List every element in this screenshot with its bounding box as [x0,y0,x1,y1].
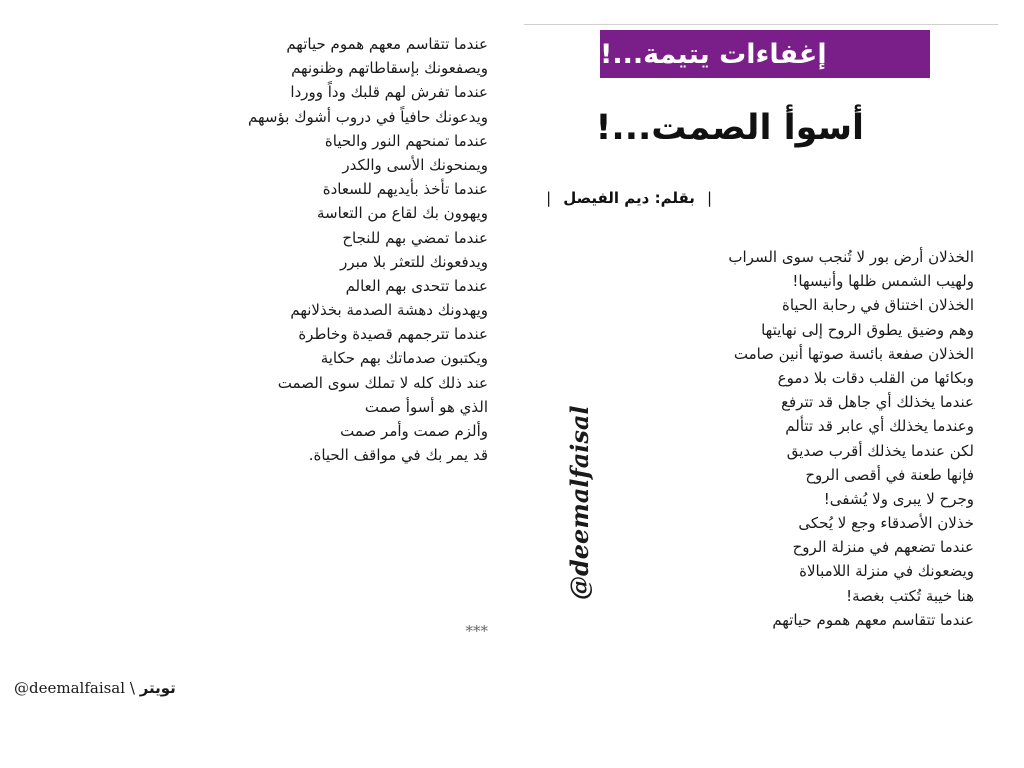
poem-line: ويدعونك حافياً في دروب أشوك بؤسهم [248,107,488,126]
poem-line: الخذلان أرض بور لا تُنجب سوى السراب [728,248,974,266]
poem-line: الخذلان اختناق في رحابة الحياة [782,296,974,315]
byline-bar-right: | [706,189,712,207]
poem-column-left [248,32,488,467]
author-watermark: @deemalfaisal [565,405,594,600]
poem-line: وألزم صمت وأمر صمت [340,422,488,440]
top-divider [524,24,998,25]
poem-line: عندما تأخذ بأيديهم للسعادة [322,180,488,199]
poem-line: الخذلان صفعة بائسة صوتها أنين صامت [733,344,974,363]
article-headline: أسوأ الصمت...! [595,108,864,148]
poem-line: عندما تتقاسم معهم هموم حياتهم [772,610,974,629]
poem-line: ويدفعونك للتعثر بلا مبرر [340,252,488,271]
poem-line: عندما تتحدى بهم العالم [345,276,488,295]
banner-title: إغفاءات يتيمة...! [600,38,827,70]
poem-line: وجرح لا يبرى ولا يُشفى! [823,489,974,508]
twitter-separator: \ [129,679,135,697]
poem-line: هنا خيبة تُكتب بغصة! [846,586,974,605]
poem-line: فإنها طعنة في أقصى الروح [805,465,974,484]
poem-line: ويهدونك دهشة الصدمة بخذلانهم [290,301,488,320]
poem-line: وبكائها من القلب دقات بلا دموع [777,368,974,387]
byline-author: ديم الفيصل [563,189,650,207]
section-separator-stars: *** [465,622,488,640]
poem-line: ويمنحونك الأسى والكدر [342,155,488,174]
poem-line: عندما تضعهم في منزلة الروح [792,538,974,557]
poem-line: ويكتبون صدماتك بهم حكاية [320,349,488,368]
poem-line: ولهيب الشمس ظلها وأنيسها! [792,272,974,291]
poem-line: عند ذلك كله لا تملك سوى الصمت [277,373,488,392]
poem-line: ويصفعونك بإسقاطاتهم وظنونهم [291,59,488,78]
poem-line: عندما يخذلك أي جاهل قد تترفع [781,393,974,412]
poem-line: ويهوون بك لقاع من التعاسة [316,204,488,223]
poem-line: وهم وضيق يطوق الروح إلى نهايتها [761,320,974,339]
byline-label: بقلم: [654,189,695,207]
poem-column-right [728,245,974,632]
twitter-credit [14,679,176,697]
section-banner [600,30,930,78]
poem-line: عندما تترجمهم قصيدة وخاطرة [298,325,488,344]
poem-line: عندما تمضي بهم للنجاح [342,228,488,247]
twitter-label: تويتر [139,679,176,697]
byline [534,189,724,207]
poem-line: قد يمر بك في مواقف الحياة. [308,446,488,465]
poem-line: ويضعونك في منزلة اللامبالاة [799,562,974,581]
byline-bar-left: | [546,189,552,207]
poem-line: خذلان الأصدقاء وجع لا يُحكى [798,514,974,533]
twitter-handle: deemalfaisal@ [14,679,126,697]
poem-line: الذي هو أسوأ صمت [364,397,488,416]
poem-line: عندما تتقاسم معهم هموم حياتهم [286,35,488,53]
poem-line: عندما تمنحهم النور والحياة [324,131,488,150]
poem-line: وعندما يخذلك أي عابر قد تتألم [785,417,974,436]
poem-line: لكن عندما يخذلك أقرب صديق [786,441,974,460]
poem-line: عندما تفرش لهم قلبك وداً ووردا [290,83,488,102]
